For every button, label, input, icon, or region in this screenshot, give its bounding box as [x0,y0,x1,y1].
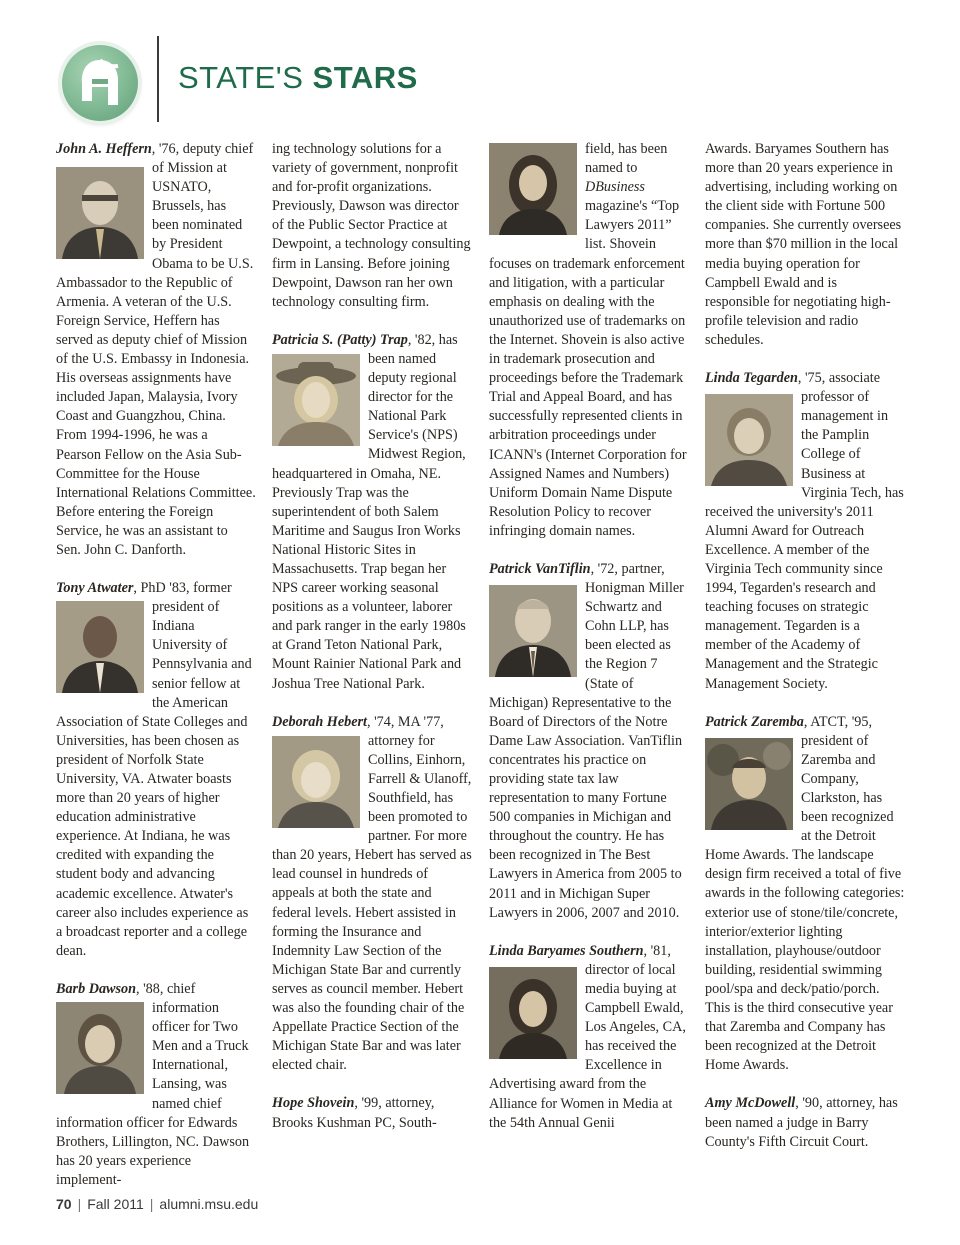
spartan-helmet-icon [76,57,124,109]
entry-year: , '90, [795,1095,823,1112]
title-bold: STARS [312,60,418,95]
entry-year: , '75, [797,370,826,387]
entry-text: magazine's “Top Lawyers 2011” list. Shovein focuses on trademark enforcement and litigation, with a particular emphasis on dealing with the unauthorized use of trademarks on the Internet. Shovein is also active in trademark prosecution and proceedings before the Trademark Trial and Appeal Board, and has successfully represented clients in arbitration proceedings under ICANN's (Internet Corporation for Assigned Names and Numbers) Uniform Domain Name Dispute Resolution Policy to recover infringing domain names. [489,198,687,539]
site-link[interactable]: alumni.msu.edu [159,1196,259,1212]
entry-name: Tony Atwater [56,580,134,597]
entry-name: Barb Dawson [56,980,137,997]
column-1 [56,140,256,1190]
entry-name: Patricia S. (Patty) Trap [272,331,408,348]
entry-text: field, has been named to [585,141,668,177]
entry-name: Patrick Zaremba [705,713,804,730]
entry-text: has been named deputy regional director for the National Park Service's (NPS) Midwest Region, headquartered in Omaha, NE. Previously Trap was the superintendent of both Salem Maritime and Saugus Iron Works National Historic Sites in Massachusetts. Trap began her NPS career working seasonal positions as a volunteer, laborer and park ranger in the early 1980s at Grand Teton National Park, Mount Rainier National Park and Joshua Tree National Park. [272,331,466,692]
entry-dawson [56,980,256,1190]
entry-text: deputy chief of Mission at USNATO, Brussels, has been nominated by President Obama to be U.S. Ambassador to the Republic of Armenia. A veteran of the U.S. Foreign Service, Heffern has served as deputy chief of Mission of the U.S. Embassy in Indonesia. His overseas assignments have included Japan, Malaysia, Ivory Coast and Guangzhou, China. From 1994-1996, he was a Pearson Fellow on the Asia Sub-Committee for the House International Relations Committee. Before entering the Foreign Service, he was an assistant to Sen. John C. Danforth. [56,141,256,558]
page-number: 70 [56,1196,72,1212]
entry-hebert [272,713,472,1076]
column-2 [272,140,472,1133]
entry-text: Awards. Baryames Southern has more than 20 years experience in advertising, including working on the client side with Fortune 500 companies. She currently oversees more than $70 million in the local media buying operation for Campbell Ewald and is responsible for negotiating high-profile television and radio schedules. [705,141,902,348]
photo-hebert [272,736,360,828]
page-header [0,0,960,140]
entry-text: president of Zaremba and Company, Clarkston, has been recognized at the Detroit Home Awards. The landscape design firm received a total of five awards in the following categories: exterior use of stone/tile/concrete, interior/exterior lighting installation, playhouse/outdoor building, residential swimming pool/spa and deck/patio/porch. This is the third consecutive year that Zaremba and Company has been recognized at the Detroit Home Awards. [705,732,905,1074]
photo-atwater [56,601,144,693]
entry-year: , '76, [151,141,180,157]
entry-dawson-cont [272,140,472,312]
entry-text: attorney, Brooks Kushman PC, South- [272,1095,437,1131]
entry-year: , '88, [136,980,164,997]
entry-name: Linda Baryames Southern [489,942,644,959]
entry-trap [272,331,472,694]
entry-name: Linda Tegarden [705,370,798,387]
entry-year: , ATCT, '95, [803,713,873,730]
entry-shovein-cont [489,140,689,541]
entry-shovein [272,1094,472,1132]
page-title [178,60,418,96]
entry-vantiflin [489,560,689,923]
entry-name: John A. Heffern [56,141,152,157]
column-3 [489,140,689,1133]
entry-year: , '74, MA '77, [366,713,444,730]
photo-zaremba [705,738,793,830]
entry-text: ing technology solutions for a variety of government, nonprofit and for-profit organizations. Previously, Dawson was director of the Public Sector Practice at Dewpoint, a technology consulting firm in Lansing. Before joining Dewpoint, Dawson ran her own technology consulting firm. [272,141,471,310]
entry-text: chief information officer for Two Men and a Truck International, Lansing, was named chief information officer for Edwards Brothers, Lillington, NC. Dawson has 20 years experience implement- [56,980,250,1188]
magazine-name: DBusiness [585,179,645,196]
photo-heffern [56,167,144,259]
photo-vantiflin [489,585,577,677]
entry-heffern [56,140,256,560]
entry-tegarden [705,369,905,694]
entry-year: , '72, [590,560,618,577]
photo-tegarden [705,394,793,486]
entry-southern [489,942,689,1133]
entry-zaremba [705,713,905,1076]
header-divider [157,36,159,122]
entry-atwater [56,579,256,961]
issue-label: Fall 2011 [87,1196,144,1212]
entry-text: director of local media buying at Campbell Ewald, Los Angeles, CA, has received the Excellence in Advertising award from the Alliance for Women in Media at the 54th Annual Genii [489,961,686,1131]
entry-name: Deborah Hebert [272,713,367,730]
entry-year: , PhD '83, [133,580,190,597]
entry-year: , '81, [643,942,671,959]
entry-name: Hope Shovein [272,1095,355,1112]
entry-text: attorney for Collins, Einhorn, Farrell & Ulanoff, Southfield, has been promoted to partner. For more than 20 years, Hebert has served as lead counsel in hundreds of appeals at both the state and federal levels. Hebert assisted in forming the Insurance and Indemnity Law Section of the Michigan State Bar and currently serves as council member. Hebert was also the founding chair of the Appellate Practice Section of the Michigan State Bar and was later elected chair. [272,732,472,1074]
entry-year: , '99, [354,1095,382,1112]
photo-shovein [489,143,577,235]
entry-name: Patrick VanTiflin [489,560,591,577]
entry-text: attorney, has been named a judge in Barry County's Fifth Circuit Court. [705,1095,898,1150]
entry-mcdowell [705,1094,905,1151]
entry-year: , '82, [407,331,436,348]
spartan-logo [62,45,138,121]
entry-name: Amy McDowell [705,1095,796,1112]
photo-dawson [56,1002,144,1094]
entry-text: former president of Indiana University of Pennsylvania and senior fellow at the American Association of State Colleges and Universities, has been chosen as president of Norfolk State University, VA. Atwater boasts more than 20 years of higher education administrative experience. At Indiana, he was credited with expanding the student body and advancing academic excellence. Atwater's career also includes experience as a broadcast reporter and a college dean. [56,580,252,959]
photo-southern [489,967,577,1059]
page-footer: 70 | Fall 2011 | alumni.msu.edu [56,1196,259,1212]
column-4 [705,140,905,1152]
title-light: STATE'S [178,60,313,95]
entry-text: partner, Honigman Miller Schwartz and Cohn LLP, has been elected as the Region 7 (State of Michigan) Representative to the Board of Directors of the Notre Dame Law Association. VanTiflin concentrates his practice on providing state tax law representation to many Fortune 500 companies in Michigan and throughout the country. He has been recognized in The Best Lawyers in America from 2005 to 2011 and in Michigan Super Lawyers in 2006, 2007 and 2010. [489,560,684,921]
entry-text: associate professor of management in the Pamplin College of Business at Virginia Tech, has received the university's 2011 Alumni Award for Outreach Excellence. A member of the Virginia Tech community since 1994, Tegarden's research and teaching focuses on strategic management. Tegarden is a member of the Academy of Management and the Strategic Management Society. [705,370,904,692]
entry-southern-cont [705,140,905,350]
photo-trap [272,354,360,446]
